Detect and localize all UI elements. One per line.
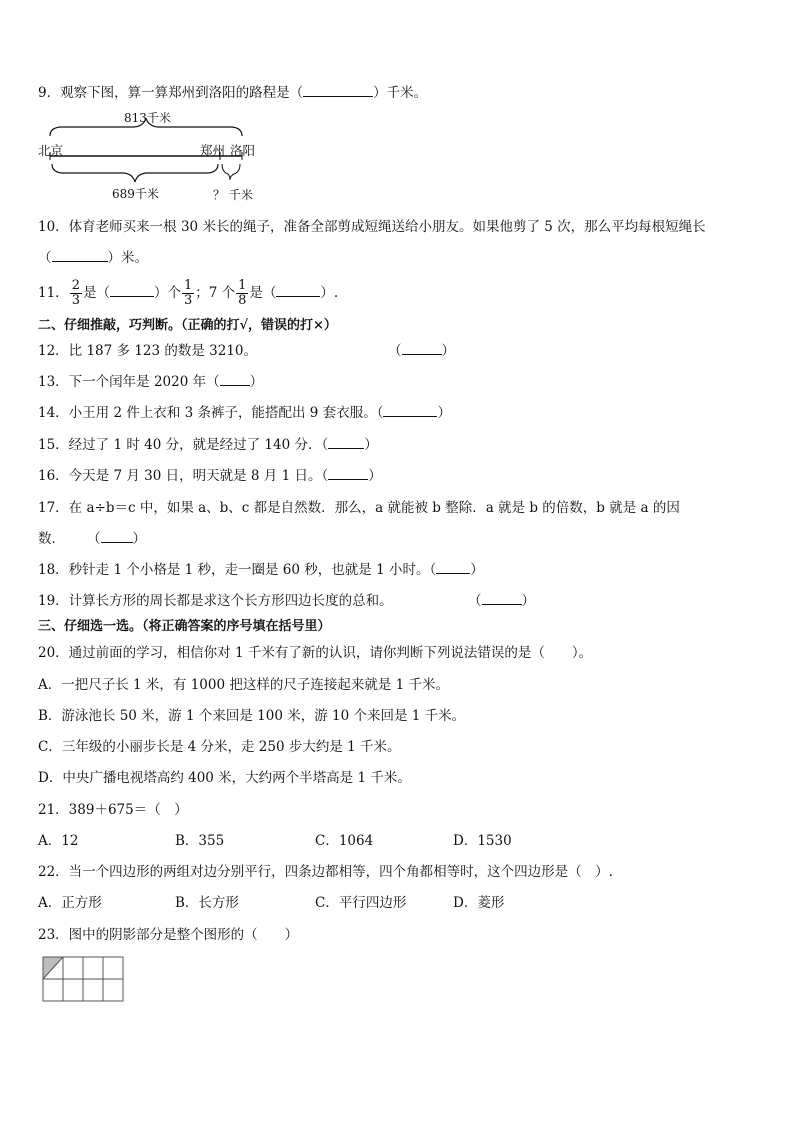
paren-right: ）: [437, 405, 451, 421]
question-16: [38, 467, 382, 485]
q21-option-a[interactable]: A．12: [38, 833, 79, 849]
q17-text: 17．在 a÷b＝c 中，如果 a、b、c 都是自然数．那么，a 就能被 b 整除．a 就是 b 的倍数，b 就是 a 的因: [38, 500, 680, 516]
q11-end: ）.: [320, 285, 339, 301]
q21-option-b[interactable]: B．355: [175, 833, 225, 849]
question-17-cont: [38, 530, 146, 548]
city-zhengzhou-label: 郑州: [200, 143, 226, 158]
q19-answer: [468, 592, 535, 610]
q9-text-end: ）千米。: [373, 85, 428, 101]
question-17: [38, 499, 680, 517]
q9-distance-diagram: [36, 106, 276, 206]
answer-blank[interactable]: [276, 284, 320, 297]
answer-blank[interactable]: [328, 467, 368, 480]
question-18: [38, 561, 484, 579]
question-9: [38, 84, 427, 102]
fraction-two-thirds: [70, 279, 82, 308]
question-12: [38, 342, 257, 360]
section-2-heading: 二、仔细推敲，巧判断。（正确的打√，错误的打×）: [38, 318, 337, 333]
paren-right: ）: [364, 437, 378, 453]
answer-blank[interactable]: [328, 436, 364, 449]
answer-blank[interactable]: [110, 284, 154, 297]
paren-right: ）: [249, 374, 264, 390]
frac-denominator: 3: [183, 293, 193, 308]
question-23: 23．图中的阴影部分是整个图形的（ ）: [38, 927, 299, 943]
q12-answer: [388, 342, 455, 360]
frac-denominator: 8: [238, 293, 247, 308]
answer-blank[interactable]: [436, 561, 470, 574]
q9-known-label: 689千米: [112, 187, 159, 201]
city-beijing-label: 北京: [38, 143, 64, 158]
q9-text: 9．观察下图，算一算郑州到洛阳的路程是（: [38, 85, 304, 101]
answer-blank[interactable]: [402, 342, 442, 355]
answer-blank[interactable]: [383, 404, 437, 417]
q9-unknown-label: ？ 千米: [213, 188, 253, 202]
paren-right: ）: [521, 593, 535, 609]
frac-denominator: 3: [71, 293, 80, 308]
question-11: [38, 277, 338, 309]
q15-text: 15．经过了 1 时 40 分，就是经过了 140 分．（: [38, 437, 329, 453]
q22-option-a[interactable]: A．正方形: [38, 895, 102, 911]
question-15: [38, 436, 378, 454]
answer-blank[interactable]: [482, 592, 522, 605]
question-13: [38, 373, 263, 391]
question-20: 20．通过前面的学习，相信你对 1 千米有了新的认识，请你判断下列说法错误的是（ ）。: [38, 645, 593, 661]
paren-right: ）: [441, 343, 455, 359]
question-19: [38, 592, 393, 610]
q12-text: 12．比 187 多 123 的数是 3210。: [38, 343, 258, 359]
question-22: 22．当一个四边形的两组对边分别平行，四条边都相等，四个角都相等时，这个四边形是（ ）.: [38, 864, 613, 880]
paren-left: （: [468, 593, 482, 609]
answer-blank[interactable]: [303, 84, 373, 97]
answer-blank[interactable]: [220, 373, 250, 386]
city-luoyang-label: 洛阳: [230, 143, 256, 158]
paren-right: ）: [470, 562, 484, 578]
answer-blank[interactable]: [52, 249, 108, 262]
q22-option-c[interactable]: C．平行四边形: [315, 895, 407, 911]
section-3-heading: 三、仔细选一选。（将正确答案的序号填在括号里）: [38, 619, 331, 634]
q20-option-b[interactable]: B．游泳池长 50 米，游 1 个来回是 100 米，游 10 个来回是 1 千米。: [38, 708, 466, 724]
q20-option-c[interactable]: C．三年级的小丽步长是 4 分米，走 250 步大约是 1 千米。: [38, 739, 401, 755]
question-10: [38, 218, 706, 236]
answer-blank[interactable]: [101, 530, 133, 543]
q17-text-cont: 数．: [38, 531, 65, 547]
q22-option-d[interactable]: D．菱形: [453, 895, 505, 911]
question-21: 21．389＋675＝（ ）: [38, 802, 188, 818]
paren-left: （: [87, 531, 101, 547]
paren-left: （: [388, 343, 402, 359]
q10-text-end: ）米。: [107, 250, 148, 266]
q18-text: 18．秒针走 1 个小格是 1 秒，走一圈是 60 秒，也就是 1 小时。（: [38, 562, 437, 578]
q23-grid-figure: [42, 956, 126, 1004]
fraction-one-third: [182, 279, 194, 308]
q11-is-2: 是（: [249, 285, 277, 301]
q20-option-d[interactable]: D．中央广播电视塔高约 400 米，大约两个半塔高是 1 千米。: [38, 770, 411, 786]
frac-numerator: 1: [238, 278, 247, 293]
q9-total-label: 813千米: [124, 111, 171, 125]
frac-numerator: 1: [183, 278, 193, 293]
q10-paren-left: （: [38, 250, 52, 266]
paren-right: ）: [132, 531, 146, 547]
q11-sep: ；7 个: [195, 285, 236, 301]
q11-mid: ）个: [153, 285, 181, 301]
q21-option-c[interactable]: C．1064: [315, 833, 374, 849]
question-14: [38, 404, 451, 422]
frac-numerator: 2: [71, 278, 80, 293]
q10-text: 10．体育老师买来一根 30 米长的绳子，准备全部剪成短绳送给小朋友。如果他剪了 5 次，那么平均每根短绳长: [38, 219, 706, 235]
fraction-one-eighth: [236, 279, 248, 308]
q16-text: 16．今天是 7 月 30 日，明天就是 8 月 1 日。（: [38, 468, 329, 484]
q13-text: 13．下一个闰年是 2020 年（: [38, 374, 220, 390]
q11-num: 11．: [38, 285, 69, 301]
q14-text: 14．小王用 2 件上衣和 3 条裤子，能搭配出 9 套衣服。（: [38, 405, 384, 421]
q11-is: 是（: [82, 285, 110, 301]
q20-option-a[interactable]: A．一把尺子长 1 米，有 1000 把这样的尺子连接起来就是 1 千米。: [38, 677, 450, 693]
question-10-cont: [38, 249, 148, 267]
q22-option-b[interactable]: B．长方形: [175, 895, 239, 911]
q19-text: 19．计算长方形的周长都是求这个长方形四边长度的总和。: [38, 593, 393, 609]
paren-right: ）: [368, 468, 382, 484]
q21-option-d[interactable]: D．1530: [453, 833, 512, 849]
